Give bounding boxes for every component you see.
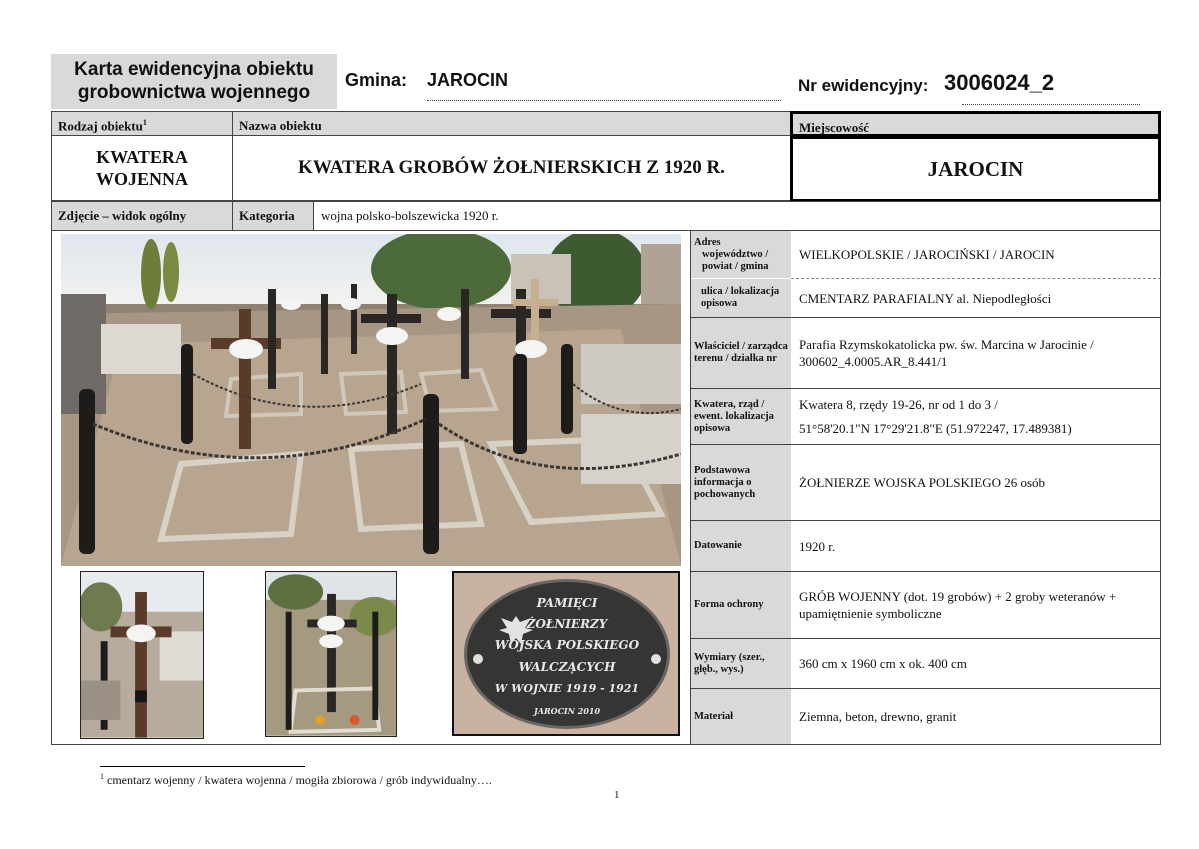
wlasciciel-label: Właściciel / zarządca terenu / działka nr [690, 318, 791, 388]
rodzaj-obiektu-header [51, 111, 233, 136]
datowanie-value: 1920 r. [799, 538, 836, 554]
rodzaj-line-1: KWATERA [96, 147, 188, 167]
plaque-line-3: WOJSKA POLSKIEGO [494, 638, 640, 652]
zdjecie-header: Zdjęcie – widok ogólny [51, 201, 233, 231]
kwatera-label: Kwatera, rząd / ewent. lokalizacja opisowa [690, 389, 791, 444]
plaque-line-1: PAMIĘCI [536, 596, 598, 610]
nazwa-obiektu-header: Nazwa obiektu [232, 111, 791, 136]
kwatera-value-line-1: Kwatera 8, rzędy 19-26, nr od 1 do 3 / [799, 396, 998, 412]
kategoria-value: wojna polsko-bolszewicka 1920 r. [313, 201, 1161, 231]
forma-value: GRÓB WOJENNY (dot. 19 grobów) + 2 groby weteranów + upamiętnienie symboliczne [799, 589, 1117, 621]
gmina-dotted-line [427, 100, 781, 101]
wymiary-value: 360 cm x 1960 cm x ok. 400 cm [799, 656, 967, 671]
ulica-value: CMENTARZ PARAFIALNY al. Niepodległości [799, 290, 1052, 306]
nazwa-obiektu-value: KWATERA GROBÓW ŻOŁNIERSKICH Z 1920 R. [232, 135, 791, 201]
woj-label: województwo / powiat / gmina [702, 248, 769, 272]
wlasciciel-value: Parafia Rzymskokatolicka pw. św. Marcina w Jarocinie / 300602_4.0005.AR_8.441/1 [799, 337, 1094, 369]
plaque [464, 579, 670, 729]
footnote-ref: 1 [142, 118, 147, 127]
plaque-screw [473, 654, 483, 664]
plaque-line-2: ŻOŁNIERZY [526, 617, 608, 631]
wymiary-label: Wymiary (szer., głęb., wys.) [690, 639, 791, 688]
ulica-label: ulica / lokalizacja opisowa [690, 279, 791, 317]
podstawowa-label: Podstawowa informacja o pochowanych [690, 445, 791, 520]
material-label: Materiał [690, 689, 791, 744]
datowanie-label: Datowanie [690, 521, 791, 571]
detail-photo-cross [80, 571, 204, 739]
plaque-line-4: WALCZĄCYCH [518, 660, 616, 674]
kwatera-value [791, 389, 1161, 444]
title-line-2: grobownictwa wojennego [77, 82, 311, 103]
footnote-text: cmentarz wojenny / kwatera wojenna / mogiła zbiorowa / grób indywidualny…. [104, 773, 492, 787]
plaque-screw [651, 654, 661, 664]
page-number: 1 [614, 789, 620, 801]
rodzaj-obiektu-value [51, 135, 233, 201]
adres-title: Adres [694, 236, 721, 248]
plaque-line-5: W WOJNIE 1919 - 1921 [494, 682, 640, 695]
footnote-marker: 1 [100, 772, 104, 781]
kategoria-header: Kategoria [232, 201, 314, 231]
adres-label [690, 231, 791, 278]
material-value: Ziemna, beton, drewno, granit [799, 709, 957, 724]
gmina-value: JAROCIN [427, 70, 509, 90]
rodzaj-obiektu-label: Rodzaj obiektu [58, 118, 143, 134]
rodzaj-line-2: WOJENNA [95, 169, 188, 189]
detail-photo-grave [265, 571, 397, 737]
main-cemetery-photo [61, 234, 681, 566]
document-title [51, 54, 337, 109]
kwatera-value-line-2: 51°58'20.1"N 17°29'21.8"E (51.972247, 17.489381) [799, 420, 1072, 436]
nr-ewidencyjny-value: 3006024_2 [944, 70, 1055, 95]
nr-dotted-line [962, 104, 1140, 105]
forma-label: Forma ochrony [690, 572, 791, 638]
plaque-line-6: JAROCIN 2010 [533, 706, 601, 716]
podstawowa-value: ŻOŁNIERZE WOJSKA POLSKIEGO 26 osób [799, 475, 1046, 490]
nr-ewidencyjny-label: Nr ewidencyjny: [798, 76, 929, 95]
miejscowosc-value: JAROCIN [790, 136, 1161, 202]
plaque-photo [452, 571, 680, 736]
footnote [100, 772, 492, 788]
woj-value: WIELKOPOLSKIE / JAROCIŃSKI / JAROCIN [799, 247, 1055, 262]
photo-area [51, 230, 691, 745]
footnote-separator [100, 766, 305, 767]
miejscowosc-header: Miejscowość [790, 111, 1161, 137]
gmina-label: Gmina: [345, 70, 408, 90]
title-line-1: Karta ewidencyjna obiektu [74, 59, 314, 80]
